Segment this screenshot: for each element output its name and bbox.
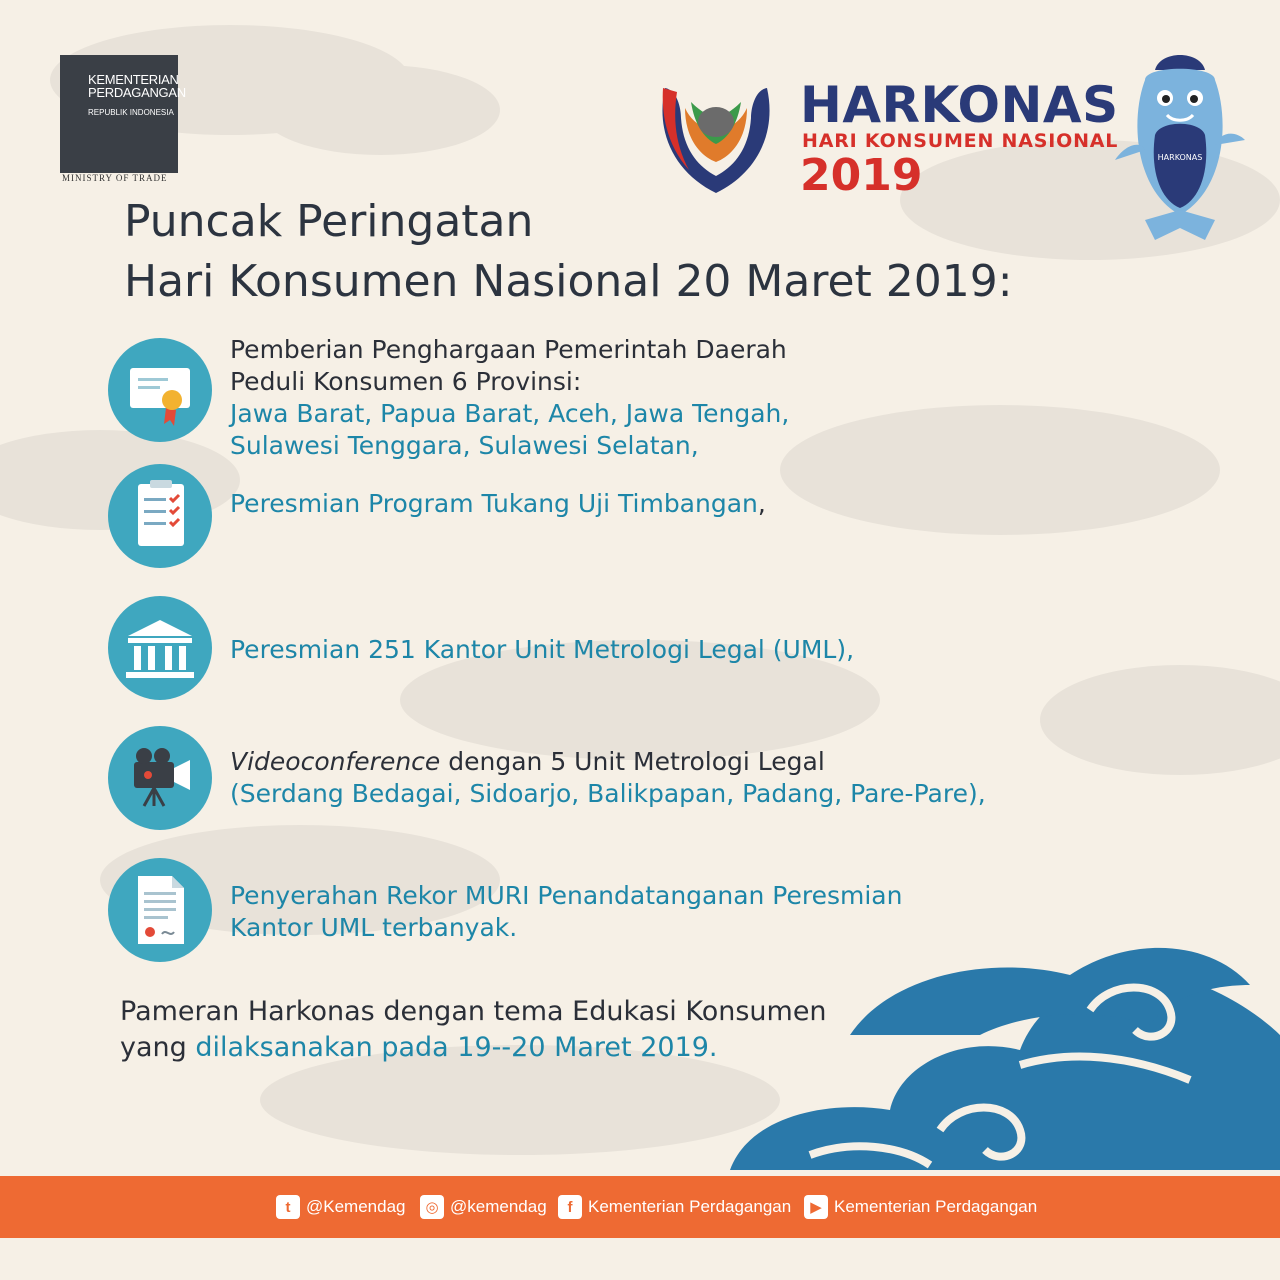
instagram-link[interactable] [420, 1194, 547, 1220]
fish-mascot-icon [1115, 40, 1245, 245]
item-text: Peresmian 251 Kantor Unit Metrologi Legal (UML), [230, 635, 855, 664]
item-text: Peresmian Program Tukang Uji Timbangan, [230, 489, 766, 518]
ministry-name: KEMENTERIAN PERDAGANGAN [88, 72, 186, 100]
facebook-link[interactable] [558, 1194, 791, 1220]
ministry-english-name: MINISTRY OF TRADE [62, 173, 168, 183]
facebook-name: Kementerian Perdagangan [588, 1197, 792, 1216]
event-title: HARKONAS [800, 76, 1119, 134]
twitter-link[interactable] [276, 1194, 406, 1220]
page-title: Puncak Peringatan Hari Konsumen Nasional 20 Maret 2019: [124, 196, 1013, 307]
building-icon [108, 596, 212, 700]
event-year: 2019 [800, 150, 923, 201]
video-camera-icon [108, 726, 212, 830]
youtube-link[interactable] [804, 1194, 1037, 1220]
twitter-icon: t [276, 1195, 300, 1219]
ministry-subtitle: REPUBLIK INDONESIA [88, 108, 174, 117]
item-text: Pemberian Penghargaan Pemerintah Daerah Peduli Konsumen 6 Provinsi: Jawa Barat, Papua Barat, Aceh, Jawa Tengah, Sulawesi Tenggara, Sulawesi Selatan, [230, 335, 790, 460]
item-text: Penyerahan Rekor MURI Penandatanganan Peresmian Kantor UML terbanyak. [230, 881, 903, 942]
certificate-icon [108, 338, 212, 442]
harkonas-emblem-icon [655, 78, 777, 196]
closing-text: Pameran Harkonas dengan tema Edukasi Konsumen yang dilaksanakan pada 19--20 Maret 2019. [120, 996, 827, 1063]
facebook-icon: f [558, 1195, 582, 1219]
item-text: Videoconference dengan 5 Unit Metrologi Legal (Serdang Bedagai, Sidoarjo, Balikpapan, Padang, Pare-Pare), [230, 747, 986, 808]
document-icon [108, 858, 212, 962]
twitter-handle: @Kemendag [306, 1197, 406, 1216]
youtube-name: Kementerian Perdagangan [834, 1197, 1038, 1216]
ministry-logo [60, 55, 186, 173]
checklist-icon [108, 464, 212, 568]
youtube-icon: ▶ [804, 1195, 828, 1219]
event-subtitle: HARI KONSUMEN NASIONAL [802, 130, 1119, 152]
instagram-icon: ◎ [420, 1195, 444, 1219]
instagram-handle: @kemendag [450, 1197, 547, 1216]
social-footer-bar [0, 1176, 1280, 1238]
mascot-badge: HARKONAS [1157, 153, 1203, 162]
